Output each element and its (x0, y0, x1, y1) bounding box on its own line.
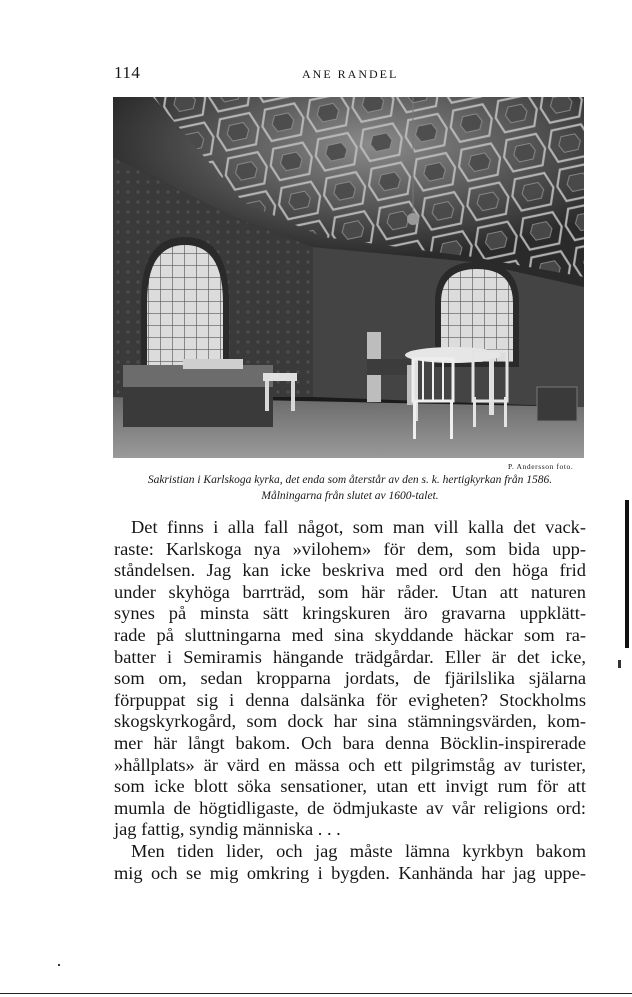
text-line: batter i Semiramis hängande trädgårdar. Eller är det icke, (114, 646, 586, 667)
text-line: »hållplats» är värd en mässa och ett pilgrimståg av turister, (114, 754, 586, 775)
text-line: som icke blott söka sensationer, utan ett invigt rum för att (114, 776, 586, 797)
figure-caption (110, 473, 590, 504)
text-line: jag fattig, syndig människa . . . (114, 819, 341, 840)
text-line: förpuppat sig i denna dalsänka för evigheten? Stockholms (114, 689, 586, 710)
church-sacristy-photograph-icon (113, 97, 584, 458)
text-line: raste: Karlskoga nya »vilohem» för dem, som bida upp- (114, 538, 586, 559)
body-text (114, 517, 586, 884)
caption-line: Sakristian i Karlskoga kyrka, det enda som återstår av den s. k. hertigkyrkan från 1586. (147, 474, 553, 486)
text-line: mer här långt bakom. Och bara denna Böcklin-inspirerade (114, 732, 586, 753)
text-line: ståndelsen. Jag kan icke beskriva med ord den höga frid (114, 560, 586, 581)
photo-credit: P. Andersson foto. (508, 462, 574, 471)
text-line: Men tiden lider, och jag måste lämna kyrkbyn bakom (131, 840, 586, 861)
text-line: skogskyrkogård, som dock har sina stämningsvärden, kom- (114, 711, 586, 732)
scan-speck (58, 964, 60, 966)
caption-line: Målningarna från slutet av 1600-talet. (261, 489, 439, 502)
text-line: som om, sedan kropparna jordats, de fjärilslika själarna (114, 668, 586, 689)
text-line: under skyhöga barrträd, som här råder. Utan att naturen (114, 581, 586, 602)
text-line: synes på minsta sätt kringskuren äro gravarna uppklätt- (114, 603, 586, 624)
text-line: Det finns i alla fall något, som man vill kalla det vack- (131, 517, 586, 537)
text-line: rade på sluttningarna med sina skyddande häckar som ra- (114, 624, 586, 645)
running-head: ANE RANDEL (302, 67, 399, 81)
scan-bottom-edge (0, 993, 632, 994)
text-line: mig och se mig omkring i bygden. Kanhända har jag uppe- (114, 862, 586, 883)
page-number: 114 (114, 63, 141, 82)
text-line: mumla de högtidligaste, de ödmjukaste av vår religions ord: (114, 797, 586, 818)
scan-edge-tick (618, 660, 621, 668)
sacristy-photograph (113, 97, 584, 458)
scan-edge-mark (625, 500, 629, 648)
